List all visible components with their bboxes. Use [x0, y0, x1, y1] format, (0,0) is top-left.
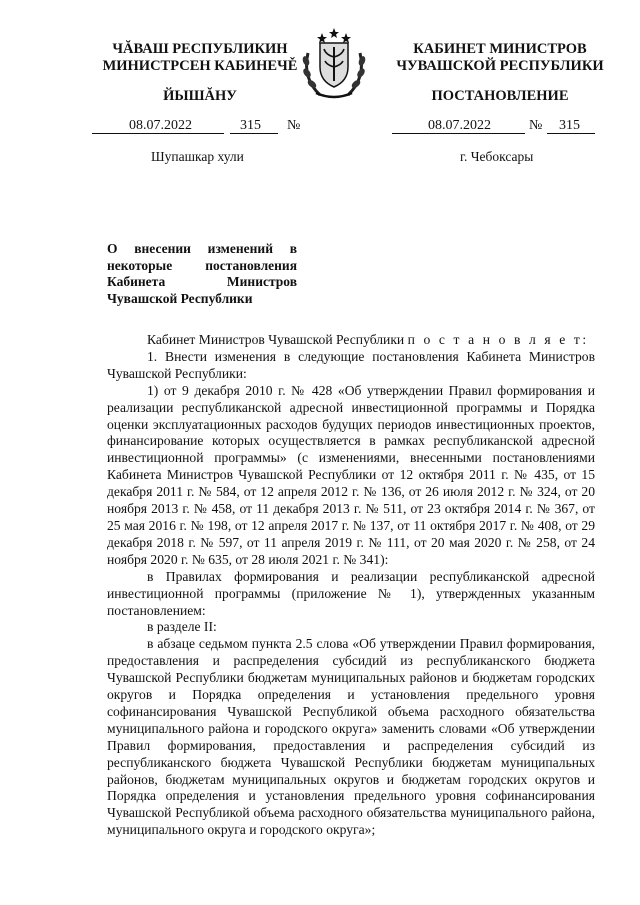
numbering-right — [392, 118, 597, 134]
header-right — [370, 41, 630, 75]
paragraph-1: 1. Внести изменения в следующие постановления Кабинета Министров Чувашской Республики: — [107, 348, 595, 381]
date-left: 08.07.2022 — [129, 118, 192, 133]
paragraph-5: в абзаце седьмом пункта 2.5 слова «Об утверждении Правил формирования, предоставления и распределения субсидий из республиканского бюджета Чувашской Республики бюджетам муниципальных районов и бюджетам городских округов и Порядка определения и установления предельного уровня софинансирования Чувашской Республикой объема расходного обязательства муниципального района и городского округа» заменить словами «Об утверждении Правил формирования, предоставления и распределения субсидий из республиканского бюджета Чувашской Республики бюджетам муниципальных районов, бюджетам муниципальных округов и бюджетам городских округов и Порядка определения и установления предельного уровня софинансирования Чувашской Республикой объема расходного обязательства муниципального района, муниципального округа и городского округа»; — [107, 636, 595, 838]
header-right-line1: КАБИНЕТ МИНИСТРОВ — [413, 41, 587, 57]
number-sign-right: № — [529, 118, 543, 133]
number-right: 315 — [559, 118, 580, 133]
intro-prefix: Кабинет Министров Чувашской Республики — [147, 332, 405, 347]
paragraph-2: 1) от 9 декабря 2010 г. № 428 «Об утверждении Правил формирования и реализации республиканской адресной инвестиционной программы и Порядка оценки эксплуатационных расходов будущих периодов инвестиционных проектов, финансирование которых осуществляется в рамках республиканской адресной инвестиционной программы» (с изменениями, внесенными постановлениями Кабинета Министров Чувашской Республики от 12 октября 2011 г. № 435, от 15 декабря 2011 г. № 584, от 12 апреля 2012 г. № 136, от 26 июля 2012 г. № 324, от 20 ноября 2013 г. № 458, от 11 декабря 2013 г. № 511, от 23 октября 2014 г. № 367, от 25 мая 2016 г. № 198, от 12 апреля 2017 г. № 137, от 11 октября 2017 г. № 408, от 29 декабря 2018 г. № 597, от 11 апреля 2019 г. № 111, от 20 мая 2020 г. № 258, от 24 ноября 2020 г. № 635, от 28 июля 2021 г. № 341): — [107, 382, 595, 567]
header-left-line1: ЧĂВАШ РЕСПУБЛИКИН — [112, 41, 288, 57]
intro-verb: п о с т а н о в л я е т: — [407, 332, 589, 347]
place-left: Шупашкар хули — [151, 149, 244, 164]
doc-kind-right: ПОСТАНОВЛЕНИЕ — [431, 88, 569, 104]
header-left-line2: МИНИСТРСЕН КАБИНЕЧĚ — [102, 58, 298, 74]
header-left — [90, 41, 310, 75]
doc-kind-left: ЙЫШĂНУ — [163, 88, 237, 104]
number-left: 315 — [240, 118, 261, 133]
header-right-line2: ЧУВАШСКОЙ РЕСПУБЛИКИ — [396, 58, 604, 74]
numbering-left — [92, 118, 312, 134]
paragraph-4: в разделе II: — [147, 619, 217, 635]
document-title: О внесении изменений в некоторые постановления Кабинета Министров Чувашской Республики — [107, 241, 297, 306]
intro-paragraph — [107, 332, 595, 349]
chuvash-coat-of-arms-icon — [298, 23, 370, 103]
date-right: 08.07.2022 — [428, 118, 491, 133]
document-body — [107, 332, 595, 839]
place-right: г. Чебоксары — [460, 149, 534, 164]
number-sign-left: № — [287, 118, 301, 133]
paragraph-3: в Правилах формирования и реализации республиканской адресной инвестиционной программы (приложение № 1), утвержденных указанным постановлением: — [107, 568, 595, 618]
